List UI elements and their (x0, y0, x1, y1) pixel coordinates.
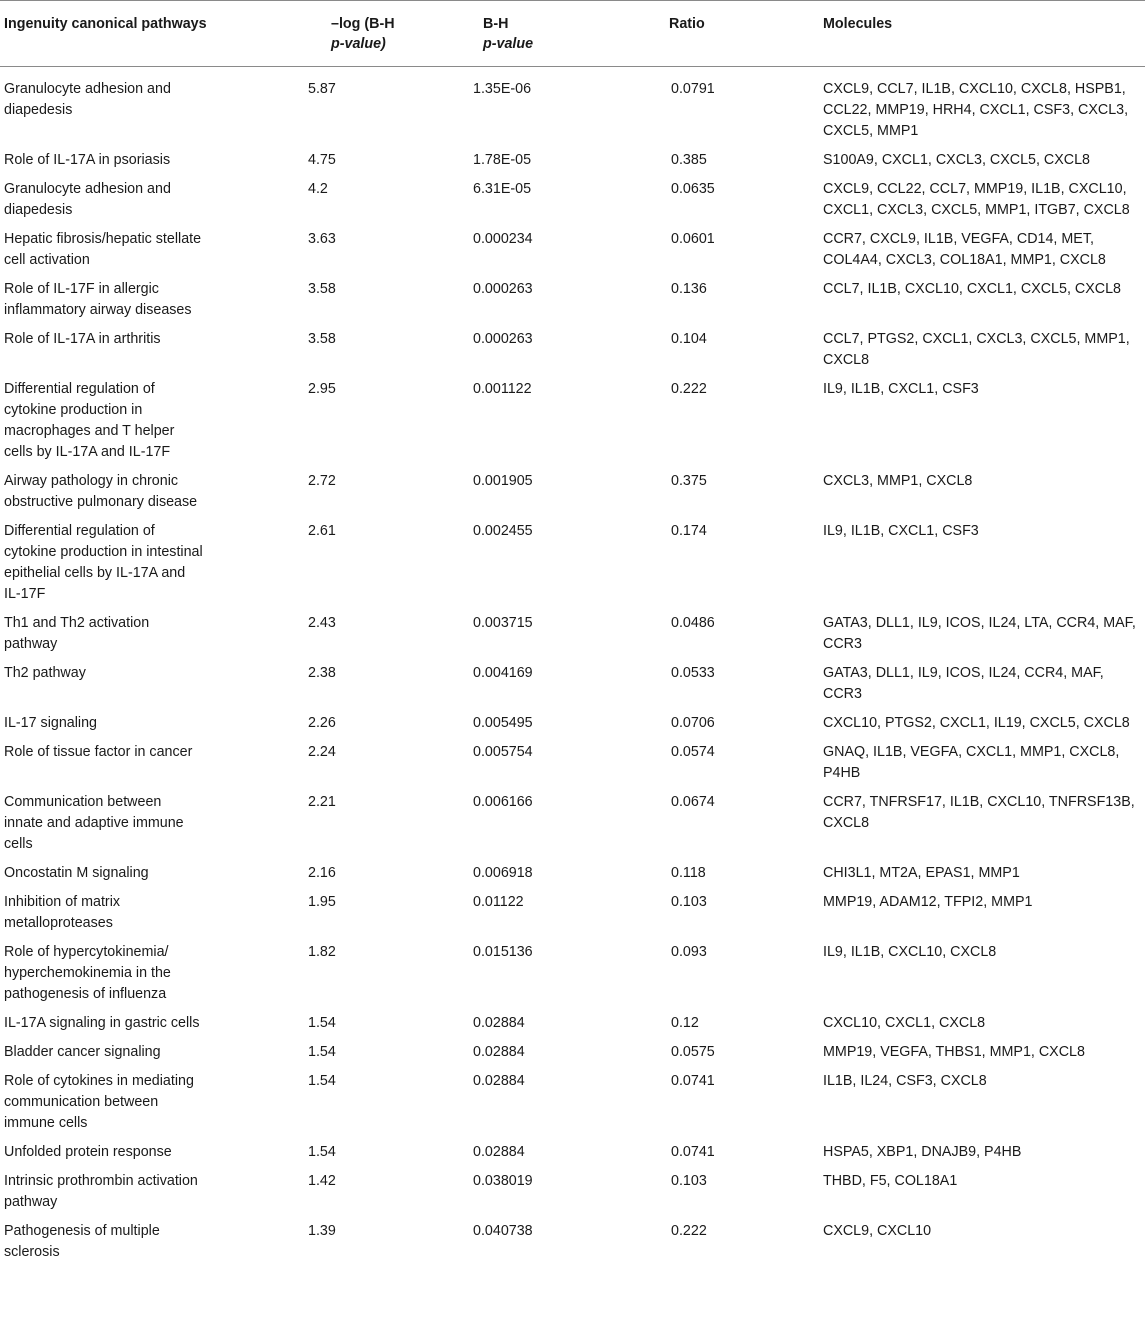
table-row (0, 942, 1145, 1013)
molecules-cell: IL9, IL1B, CXCL1, CSF3 (823, 381, 979, 397)
header-row (0, 1, 1145, 67)
pathway-cell: Bladder cancer signaling (4, 1044, 161, 1060)
neglog-cell: 1.54 (308, 1144, 336, 1160)
molecules-cell: THBD, F5, COL18A1 (823, 1173, 958, 1189)
neglog-cell: 5.87 (308, 81, 336, 97)
molecules-cell: CCR7, TNFRSF17, IL1B, CXCL10, TNFRSF13B, CXCL8 (823, 794, 1135, 831)
neglog-cell: 2.43 (308, 615, 336, 631)
molecules-cell: IL1B, IL24, CSF3, CXCL8 (823, 1073, 987, 1089)
neglog-cell: 2.21 (308, 794, 336, 810)
bh-pvalue-cell: 0.01122 (473, 894, 524, 910)
bh-pvalue-cell: 0.002455 (473, 523, 533, 539)
ratio-cell: 0.104 (671, 331, 707, 347)
molecules-cell: CXCL10, CXCL1, CXCL8 (823, 1015, 986, 1031)
neglog-cell: 3.63 (308, 231, 336, 247)
table-row (0, 471, 1145, 521)
molecules-cell: MMP19, ADAM12, TFPI2, MMP1 (823, 894, 1033, 910)
neglog-cell: 1.54 (308, 1044, 336, 1060)
bh-pvalue-cell: 0.000234 (473, 231, 533, 247)
table-row (0, 892, 1145, 942)
pathway-cell: Differential regulation of cytokine production in intestinal epithelial cells by IL-17A and IL-17F (4, 523, 203, 602)
molecules-cell: CCL7, IL1B, CXCL10, CXCL1, CXCL5, CXCL8 (823, 281, 1121, 297)
table-row (0, 1071, 1145, 1142)
molecules-cell: GNAQ, IL1B, VEGFA, CXCL1, MMP1, CXCL8, P4HB (823, 744, 1120, 781)
ratio-cell: 0.0533 (671, 665, 715, 681)
bh-pvalue-cell: 0.006166 (473, 794, 533, 810)
pathway-cell: Pathogenesis of multiple sclerosis (4, 1223, 160, 1260)
molecules-cell: CXCL9, CXCL10 (823, 1223, 932, 1239)
ratio-cell: 0.174 (671, 523, 707, 539)
pathway-cell: Role of IL-17A in psoriasis (4, 152, 171, 168)
ratio-cell: 0.0791 (671, 81, 715, 97)
table-row (0, 1171, 1145, 1221)
pathway-cell: Communication between innate and adaptive immune cells (4, 794, 184, 852)
neglog-cell: 1.95 (308, 894, 336, 910)
pathway-cell: Granulocyte adhesion and diapedesis (4, 81, 171, 118)
neglog-cell: 2.61 (308, 523, 336, 539)
ratio-cell: 0.12 (671, 1015, 699, 1031)
neglog-cell: 2.16 (308, 865, 336, 881)
pathway-cell: Granulocyte adhesion and diapedesis (4, 181, 171, 218)
pathway-cell: Th2 pathway (4, 665, 86, 681)
bh-pvalue-cell: 0.005754 (473, 744, 533, 760)
pathway-cell: Role of hypercytokinemia/ hyperchemokinemia in the pathogenesis of influenza (4, 944, 171, 1002)
neglog-cell: 1.82 (308, 944, 336, 960)
header-neglog-line2: p-value) (331, 36, 386, 52)
molecules-cell: CXCL9, CCL7, IL1B, CXCL10, CXCL8, HSPB1, CCL22, MMP19, HRH4, CXCL1, CSF3, CXCL3, CXCL5, MMP1 (823, 81, 1129, 139)
ratio-cell: 0.0486 (671, 615, 715, 631)
table-row (0, 67, 1145, 151)
neglog-cell: 1.39 (308, 1223, 336, 1239)
bh-pvalue-cell: 0.000263 (473, 331, 533, 347)
neglog-cell: 2.72 (308, 473, 336, 489)
ratio-cell: 0.0741 (671, 1073, 715, 1089)
bh-pvalue-cell: 0.001122 (473, 381, 532, 397)
table-row (0, 742, 1145, 792)
molecules-cell: GATA3, DLL1, IL9, ICOS, IL24, LTA, CCR4, MAF, CCR3 (823, 615, 1136, 652)
table-row (0, 613, 1145, 663)
neglog-cell: 2.95 (308, 381, 336, 397)
bh-pvalue-cell: 1.35E-06 (473, 81, 532, 97)
bh-pvalue-cell: 6.31E-05 (473, 181, 532, 197)
header-molecules: Molecules (823, 16, 893, 32)
bh-pvalue-cell: 0.02884 (473, 1044, 525, 1060)
table-header (0, 1, 1145, 67)
bh-pvalue-cell: 0.005495 (473, 715, 533, 731)
ratio-cell: 0.0706 (671, 715, 715, 731)
molecules-cell: CHI3L1, MT2A, EPAS1, MMP1 (823, 865, 1020, 881)
table-row (0, 229, 1145, 279)
table-row (0, 663, 1145, 713)
molecules-cell: IL9, IL1B, CXCL1, CSF3 (823, 523, 979, 539)
molecules-cell: MMP19, VEGFA, THBS1, MMP1, CXCL8 (823, 1044, 1085, 1060)
ratio-cell: 0.385 (671, 152, 707, 168)
pathway-cell: Hepatic fibrosis/hepatic stellate cell activation (4, 231, 202, 268)
molecules-cell: S100A9, CXCL1, CXCL3, CXCL5, CXCL8 (823, 152, 1091, 168)
ratio-cell: 0.103 (671, 1173, 707, 1189)
table-row (0, 1142, 1145, 1171)
pathway-cell: Differential regulation of cytokine production in macrophages and T helper cells by IL-17A and IL-17F (4, 381, 175, 460)
bh-pvalue-cell: 0.02884 (473, 1015, 525, 1031)
ratio-cell: 0.375 (671, 473, 707, 489)
table-row (0, 521, 1145, 613)
ratio-cell: 0.0674 (671, 794, 715, 810)
header-bh-line2: p-value (483, 36, 534, 52)
bh-pvalue-cell: 0.040738 (473, 1223, 533, 1239)
header-ratio: Ratio (669, 16, 705, 32)
pathway-cell: IL-17A signaling in gastric cells (4, 1015, 200, 1031)
molecules-cell: CXCL3, MMP1, CXCL8 (823, 473, 973, 489)
ratio-cell: 0.0574 (671, 744, 715, 760)
table-row (0, 792, 1145, 863)
pathway-cell: Intrinsic prothrombin activation pathway (4, 1173, 198, 1210)
neglog-cell: 1.42 (308, 1173, 336, 1189)
molecules-cell: CCR7, CXCL9, IL1B, VEGFA, CD14, MET, COL4A4, CXCL3, COL18A1, MMP1, CXCL8 (823, 231, 1106, 268)
ratio-cell: 0.222 (671, 1223, 707, 1239)
table-row (0, 713, 1145, 742)
bh-pvalue-cell: 0.000263 (473, 281, 533, 297)
molecules-cell: IL9, IL1B, CXCL10, CXCL8 (823, 944, 997, 960)
ratio-cell: 0.0575 (671, 1044, 715, 1060)
pathway-cell: Unfolded protein response (4, 1144, 172, 1160)
molecules-cell: GATA3, DLL1, IL9, ICOS, IL24, CCR4, MAF, CCR3 (823, 665, 1104, 702)
table-row (0, 379, 1145, 471)
ratio-cell: 0.0635 (671, 181, 715, 197)
table-row (0, 279, 1145, 329)
table-row (0, 1221, 1145, 1271)
ratio-cell: 0.222 (671, 381, 707, 397)
table-row (0, 863, 1145, 892)
table-row (0, 1042, 1145, 1071)
header-neglog (263, 1, 465, 67)
ratio-cell: 0.093 (671, 944, 707, 960)
pathway-cell: Airway pathology in chronic obstructive pulmonary disease (4, 473, 198, 510)
pathway-cell: Oncostatin M signaling (4, 865, 149, 881)
neglog-cell: 1.54 (308, 1015, 336, 1031)
ratio-cell: 0.0601 (671, 231, 715, 247)
neglog-cell: 4.75 (308, 152, 336, 168)
molecules-cell: CCL7, PTGS2, CXCL1, CXCL3, CXCL5, MMP1, CXCL8 (823, 331, 1130, 368)
molecules-cell: CXCL10, PTGS2, CXCL1, IL19, CXCL5, CXCL8 (823, 715, 1130, 731)
ratio-cell: 0.136 (671, 281, 707, 297)
pathway-cell: Th1 and Th2 activation pathway (4, 615, 150, 652)
pathway-cell: IL-17 signaling (4, 715, 97, 731)
header-bh-pvalue (465, 1, 613, 67)
ratio-cell: 0.103 (671, 894, 707, 910)
bh-pvalue-cell: 1.78E-05 (473, 152, 532, 168)
header-bh-line1: B-H (483, 16, 509, 32)
table-row (0, 179, 1145, 229)
neglog-cell: 2.24 (308, 744, 336, 760)
bh-pvalue-cell: 0.001905 (473, 473, 533, 489)
ratio-cell: 0.0741 (671, 1144, 715, 1160)
pathway-cell: Role of IL-17A in arthritis (4, 331, 161, 347)
pathway-cell: Inhibition of matrix metalloproteases (4, 894, 121, 931)
bh-pvalue-cell: 0.02884 (473, 1073, 525, 1089)
bh-pvalue-cell: 0.015136 (473, 944, 533, 960)
molecules-cell: HSPA5, XBP1, DNAJB9, P4HB (823, 1144, 1022, 1160)
neglog-cell: 2.38 (308, 665, 336, 681)
header-pathway: Ingenuity canonical pathways (4, 16, 207, 32)
table-body (0, 67, 1145, 1272)
table-row (0, 329, 1145, 379)
pathway-cell: Role of IL-17F in allergic inflammatory airway diseases (4, 281, 192, 318)
ratio-cell: 0.118 (671, 865, 706, 881)
neglog-cell: 4.2 (308, 181, 328, 197)
bh-pvalue-cell: 0.003715 (473, 615, 533, 631)
bh-pvalue-cell: 0.038019 (473, 1173, 533, 1189)
pathway-cell: Role of cytokines in mediating communication between immune cells (4, 1073, 194, 1131)
bh-pvalue-cell: 0.006918 (473, 865, 533, 881)
table-row (0, 1013, 1145, 1042)
bh-pvalue-cell: 0.02884 (473, 1144, 525, 1160)
pathway-cell: Role of tissue factor in cancer (4, 744, 193, 760)
neglog-cell: 2.26 (308, 715, 336, 731)
molecules-cell: CXCL9, CCL22, CCL7, MMP19, IL1B, CXCL10, CXCL1, CXCL3, CXCL5, MMP1, ITGB7, CXCL8 (823, 181, 1130, 218)
header-neglog-line1: –log (B-H (331, 16, 395, 32)
bh-pvalue-cell: 0.004169 (473, 665, 533, 681)
neglog-cell: 3.58 (308, 281, 336, 297)
neglog-cell: 3.58 (308, 331, 336, 347)
neglog-cell: 1.54 (308, 1073, 336, 1089)
table-row (0, 150, 1145, 179)
